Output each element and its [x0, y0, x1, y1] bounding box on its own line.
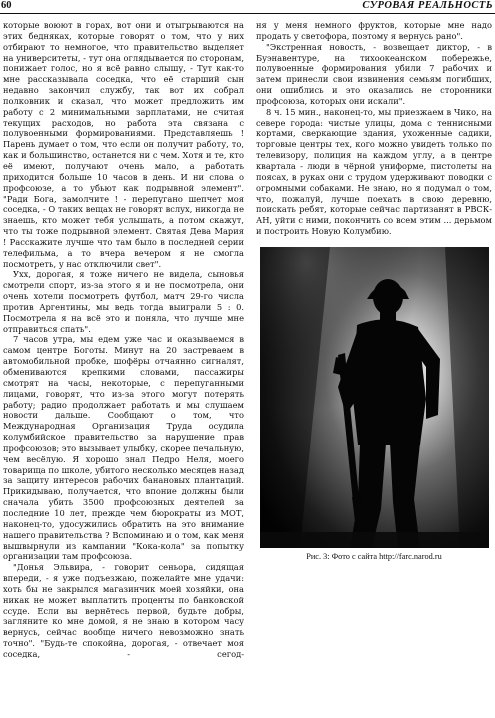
paragraph: которые воюют в горах, вот они и отыгрываются на этих бедняках, которые говорят о том, что у них отбирают то немногое, что правительство выделяет на университеты, - тут она оглядывается по сторонам, понижает голос, но я всё равно слышу, - Тут как-то мне рассказывала соседка, что её старший сын недавно закончил службу, так вот их собрал полковник и сказал, что может предложить им работу с 2 минимальными зарплатами, не считая текущих расходов, но работа эта связана с полувоенными формированиями. Представляешь ! Парень думает о том, что если он получит работу, то, как и большинство, останется ни с чем. Хотя и те, кто её имеют, получают очень мало, а работать приходится больше 10 часов в день. И ни слова о профсоюзе, а то убьют как подрывной элемент". "Ради Бога, замолчите ! - перепугано шепчет моя соседка, - О таких вещах не говорят вслух, никогда не знаешь, кто может тебя услышать, а потом скажут, что ты тоже подрывной элемент. Святая Дева Мария ! Расскажите лучше что там было в последней серии телефильма, а то вчера вечером я не смогла посмотреть, у нас отключили свет". [3, 20, 244, 269]
paragraph: Ухх, дорогая, я тоже ничего не видела, сыновья смотрели спорт, из-за этого я и не посмотрела, они очень хотели посмотреть футбол, матч 29-го числа против Аргентины, мы ведь тогда выиграли 5 : 0. Посмотрела я на всё это и поняла, что лучше мне отправиться спать". [3, 269, 244, 334]
paragraph: "Донья Эльвира, - говорит сеньора, сидящая впереди, - я уже подъезжаю, пожелайте мне удачи: хоть бы не закрылся магазинчик моей хозяйки, она никак не может выплатить проценты по банковской ссуде. Если вы вернётесь первой, будьте добры, загляните ко мне домой, я не знаю в котором часу вернусь, сейчас вообще ничего невозможно знать точно". "Будь-те спокойна, дорогая, - отвечает моя соседка, - сегод- [3, 562, 244, 659]
figure [256, 247, 492, 563]
right-column [256, 20, 492, 563]
photo-silhouette-image [260, 247, 489, 548]
paragraph: 7 часов утра, мы едем уже час и оказываемся в самом центре Боготы. Минут на 20 застреваем в автомобильной пробке, шофёры отчаянно сигналят, обмениваются крепкими словами, пассажиры смотрят на часы, некоторые, с перепуганными лицами, говорят, что из-за этого могут потерять работу; радио продолжает работать и мы слушаем новости дальше. Сообщают о том, что Международная Организация Труда осудила колумбийское правительство за нарушение прав профсоюзов; это вызывает улыбку, скорее печальную, чем весёлую. Я хорошо знал Педро Неля, моего товарища по школе, убитого несколько месяцев назад за защиту интересов рабочих банановых плантаций. Прикидываю, получается, что впоние должны были сначала убить 3500 профсоюзных деятелей за последние 10 лет, прежде чем бюрократы из МОТ, наконец-то, удосужились обратить на это внимание нашего правительства ? Вспоминаю и о том, как меня вышвырнули из кампании "Кока-кола" за попытку организации там профсоюза. [3, 334, 244, 562]
guerrilla-photo [260, 247, 489, 548]
paragraph: ня у меня немного фруктов, которые мне надо продать у светофора, поэтому я вернусь рано". [256, 20, 492, 41]
figure-caption: Рис. 3: Фото с сайта http://farc.narod.ru [306, 551, 442, 561]
page-number: 60 [1, 0, 12, 11]
paragraph: "Экстренная новость, - возвещает диктор, - в Буэнавентуре, на тихоокеанском побережье, полувоенные формирования убили 7 рабочих и затем принесли свои извинения семьям погибших, они ошиблись и это оказались не сторонники профсоюза, которых они искали". [256, 41, 492, 106]
left-column [3, 20, 244, 660]
paragraph: 8 ч. 15 мин., наконец-то, мы приезжаем в Чико, на севере города: чистые улицы, дома с теннисными кортами, сверкающие здания, ухоженные садики, торговые центры тех, кого можно увидеть только по телевизору, полиция на каждом углу, а в центре квартала - люди в чёрной униформе, пистолеты на поясах, в руках они с трудом удерживают поводки с огромными собаками. Не знаю, но я подумал о том, что, пожалуй, лучше поехать в свою деревню, поискать ребят, которые сейчас партизанят в РВСК-АН, уйти с ними, покончить со всем этим ... дерьмом и построить Новую Колумбию. [256, 106, 492, 237]
running-header [0, 0, 495, 14]
running-title: СУРОВАЯ РЕАЛЬНОСТЬ [362, 0, 493, 11]
